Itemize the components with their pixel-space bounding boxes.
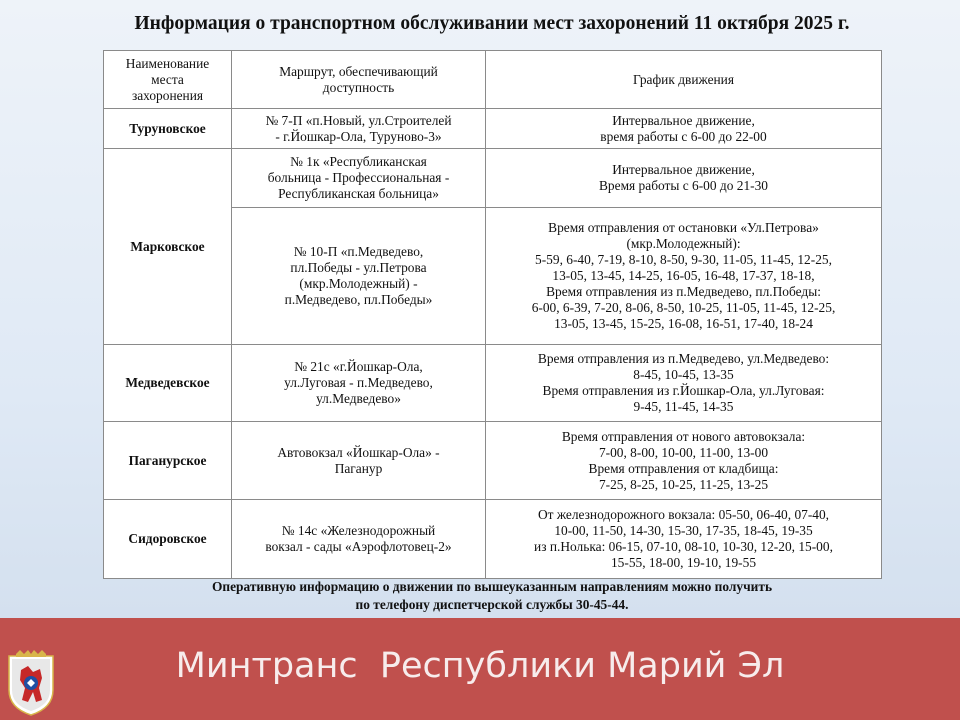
route-line: - г.Йошкар-Ола, Туруново-3» — [275, 128, 442, 144]
schedule-line: Время отправления от остановки «Ул.Петрова» — [548, 220, 819, 235]
header-route — [232, 51, 486, 109]
header-place-line: места — [151, 71, 184, 87]
table-row — [104, 500, 882, 579]
place-cell: Паганурское — [104, 422, 232, 500]
schedule-cell — [486, 500, 882, 579]
schedule-cell — [486, 149, 882, 208]
schedule-line: 13-05, 13-45, 14-25, 16-05, 16-48, 17-37, 18-18, — [552, 268, 815, 283]
schedule-line: Время отправления из п.Медведево, пл.Победы: — [546, 284, 821, 299]
schedule-line: из п.Нолька: 06-15, 07-10, 08-10, 10-30, 12-20, 15-00, — [534, 539, 833, 554]
header-place-line: захоронения — [131, 87, 204, 103]
ministry-banner — [0, 618, 960, 720]
table-row — [104, 109, 882, 149]
schedule-line: 13-05, 13-45, 15-25, 16-08, 16-51, 17-40, 18-24 — [554, 316, 813, 331]
header-place-line: Наименование — [125, 55, 210, 71]
place-cell: Марковское — [104, 149, 232, 345]
route-cell — [232, 500, 486, 579]
schedule-cell — [486, 422, 882, 500]
route-cell — [232, 109, 486, 149]
header-route-line: Маршрут, обеспечивающий — [279, 63, 438, 79]
route-line: № 7-П «п.Новый, ул.Строителей — [265, 112, 452, 128]
schedule-line: 7-25, 8-25, 10-25, 11-25, 13-25 — [598, 476, 769, 492]
route-line: Республиканская больница» — [278, 186, 439, 201]
place-cell: Медведевское — [104, 345, 232, 422]
route-line: пл.Победы - ул.Петрова — [290, 260, 427, 275]
schedule-cell — [486, 208, 882, 345]
route-line: № 14с «Железнодорожный — [281, 523, 436, 538]
schedule-line: 8-45, 10-45, 13-35 — [633, 367, 734, 382]
table-row — [104, 345, 882, 422]
route-line: № 21с «г.Йошкар-Ола, — [294, 359, 423, 374]
table-row — [104, 149, 882, 208]
schedule-cell — [486, 109, 882, 149]
route-line: (мкр.Молодежный) - — [299, 276, 418, 291]
footnote-line: по телефону диспетчерской службы 30-45-44. — [355, 597, 629, 612]
schedule-line: 7-00, 8-00, 10-00, 11-00, 13-00 — [598, 444, 769, 460]
schedule-line: Интервальное движение, — [612, 162, 755, 177]
schedule-line: время работы с 6-00 до 22-00 — [600, 128, 767, 144]
route-line: Автовокзал «Йошкар-Ола» - — [277, 444, 440, 460]
schedule-cell — [486, 345, 882, 422]
header-schedule-line: График движения — [632, 71, 735, 87]
footnote-line: Оперативную информацию о движении по вышеуказанным направлениям можно получить — [211, 579, 773, 594]
schedule-line: Время отправления от нового автовокзала: — [561, 428, 806, 444]
route-line: п.Медведево, пл.Победы» — [284, 292, 433, 307]
page-title: Информация о транспортном обслуживании мест захоронений 11 октября 2025 г. — [134, 13, 850, 34]
schedule-line: Время работы с 6-00 до 21-30 — [599, 178, 768, 193]
route-cell — [232, 208, 486, 345]
schedule-line: 9-45, 11-45, 14-35 — [633, 399, 734, 414]
schedule-line: Время отправления из г.Йошкар-Ола, ул.Луговая: — [542, 383, 825, 398]
schedule-line: 15-55, 18-00, 19-10, 19-55 — [610, 555, 757, 570]
schedule-line: (мкр.Молодежный): — [626, 236, 741, 251]
header-schedule — [486, 51, 882, 109]
schedule-line: Интервальное движение, — [612, 112, 755, 128]
route-cell — [232, 345, 486, 422]
contact-footnote — [0, 578, 960, 614]
schedule-line: 10-00, 11-50, 14-30, 15-30, 17-35, 18-45, 19-35 — [554, 523, 813, 538]
schedule-line: Время отправления от кладбища: — [588, 460, 779, 476]
route-line: больница - Профессиональная - — [267, 170, 450, 185]
place-cell: Сидоровское — [104, 500, 232, 579]
header-route-line: доступность — [322, 79, 395, 95]
route-cell — [232, 422, 486, 500]
route-line: ул.Луговая - п.Медведево, — [284, 375, 433, 390]
table-row — [104, 422, 882, 500]
transport-schedule-table — [103, 50, 882, 579]
route-line: ул.Медведево» — [316, 391, 401, 406]
schedule-line: Время отправления из п.Медведево, ул.Медведево: — [537, 351, 830, 366]
place-cell: Туруновское — [104, 109, 232, 149]
schedule-line: 6-00, 6-39, 7-20, 8-06, 8-50, 10-25, 11-05, 11-45, 12-25, — [531, 300, 836, 315]
route-line: № 1к «Республиканская — [290, 154, 427, 169]
schedule-line: 5-59, 6-40, 7-19, 8-10, 8-50, 9-30, 11-05, 11-45, 12-25, — [535, 252, 832, 267]
banner-title: Минтранс Республики Марий Эл — [175, 646, 785, 686]
route-line: Паганур — [334, 460, 383, 476]
table-header-row — [104, 51, 882, 109]
route-line: вокзал - сады «Аэрофлотовец-2» — [265, 539, 452, 554]
route-cell — [232, 149, 486, 208]
route-line: № 10-П «п.Медведево, — [293, 244, 424, 259]
header-place — [104, 51, 232, 109]
schedule-line: От железнодорожного вокзала: 05-50, 06-40, 07-40, — [537, 507, 830, 522]
